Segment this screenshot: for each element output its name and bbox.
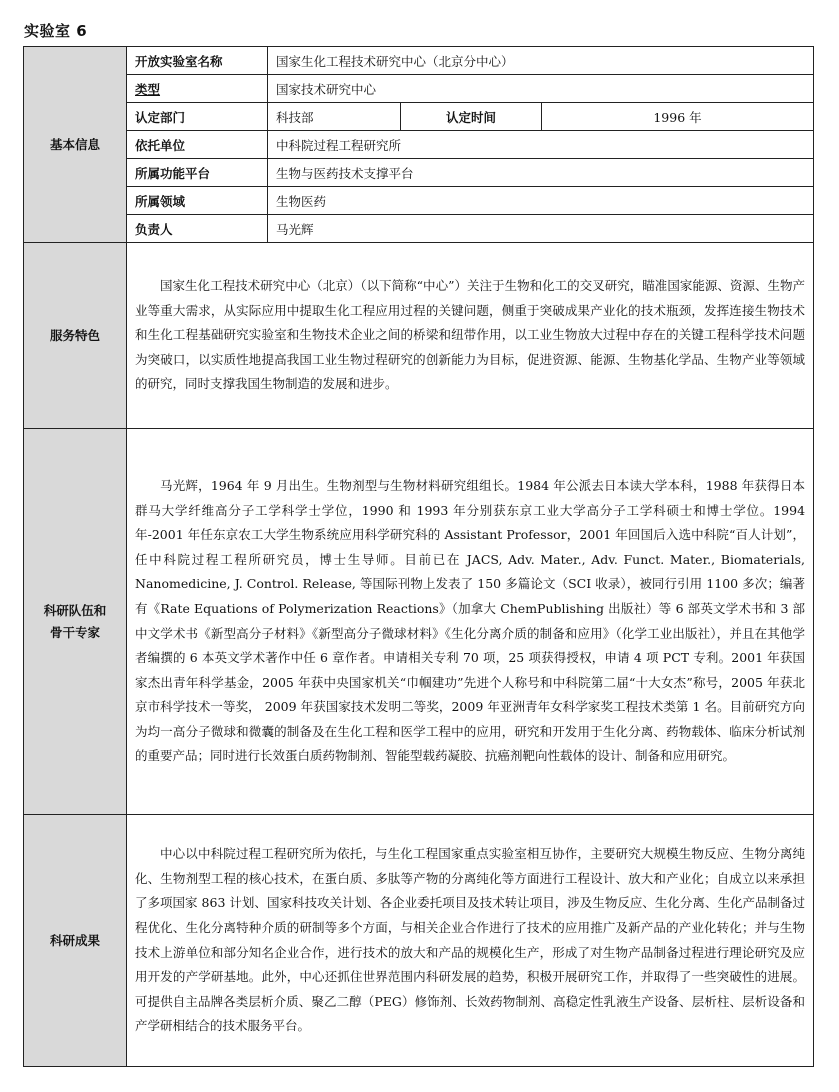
row-team [24,429,814,815]
label-lab-name: 开放实验室名称 [127,47,268,75]
lab-info-table [23,46,814,1067]
row-dept [24,103,814,131]
label-type: 类型 [127,75,268,103]
section-label-basic-info: 基本信息 [24,47,127,243]
label-host: 依托单位 [127,131,268,159]
value-platform: 生物与医药技术支撑平台 [268,159,814,187]
row-field [24,187,814,215]
section-label-team-line1: 科研队伍和 [43,602,107,618]
page-title: 实验室 6 [24,22,88,40]
label-field: 所属领域 [127,187,268,215]
value-dept: 科技部 [268,103,401,131]
row-service [24,243,814,429]
row-leader [24,215,814,243]
value-date: 1996 年 [542,103,814,131]
row-host [24,131,814,159]
value-type: 国家技术研究中心 [268,75,814,103]
value-host: 中科院过程工程研究所 [268,131,814,159]
results-text: 中心以中科院过程工程研究所为依托，与生化工程国家重点实验室相互协作，主要研究大规模生物反应、生物分离纯化、生物剂型工程的核心技术，在蛋白质、多肽等产物的分离纯化等方面进行工程设计、放大和产业化；自成立以来承担了多项国家 863 计划、国家科技攻关计划、各企业委托项目及技术转让项目，涉及生物反应、生化分离、生化产品制备过程优化、生化分离特种介质的研制等多个方面，与相关企业合作进行了技术的应用推广及新产品的产业化转化；并与生物技术上游单位和部分知名企业合作，进行技术的放大和产品的规模化生产，形成了对生物产品制备过程进行理论研究及应用开发的产学研基地。此外，中心还抓住世界范围内科研发展的趋势，积极开展研究工作，并取得了一些突破性的进展。可提供自主品牌各类层析介质、聚乙二醇（PEG）修饰剂、长效药物制剂、高稳定性乳液生产设备、层析柱、层析设备和产学研相结合的技术服务平台。 [127,815,814,1067]
section-label-team [24,429,127,815]
row-platform [24,159,814,187]
service-text: 国家生化工程技术研究中心（北京）（以下简称“中心”）关注于生物和化工的交叉研究，瞄准国家能源、资源、生物产业等重大需求，从实际应用中提取生化工程应用过程的关键问题，侧重于突破成果产业化的技术瓶颈，发挥连接生物技术和生化工程基础研究实验室和生物技术企业之间的桥梁和纽带作用，以工业生物放大过程中存在的关键工程科学技术问题为突破口，以实质性地提高我国工业生物过程研究的创新能力为目标，促进资源、能源、生物基化学品、生物产业等领域的研究，同时支撑我国生物制造的发展和进步。 [127,243,814,429]
section-label-team-line2: 骨干专家 [49,624,100,640]
label-platform: 所属功能平台 [127,159,268,187]
team-text: 马光辉，1964 年 9 月出生。生物剂型与生物材料研究组组长。1984 年公派去日本读大学本科，1988 年获得日本群马大学纤维高分子工学科学士学位，1990 和 1993 年分别获东京工业大学高分子工学科硕士和博士学位。1994 年-2001 年任东京农工大学生物系统应用科学研究科的 Assistant Professor，2001 年回国后入选中科院“百人计划”，任中科院过程工程所研究员，博士生导师。目前已在 JACS, Adv. Mater., Adv. Funct. Mater., Biomaterials, Nanomedicine, J. Control. Release, 等国际刊物上发表了 150 多篇论文（SCI 收录），被同行引用 1100 多次；编著有《Rate Equations of Polymerization Reactions》（加拿大 ChemPublishing 出版社）等 6 部英文学术书和 3 部中文学术书《新型高分子材料》《新型高分子微球材料》《生化分离介质的制备和应用》（化学工业出版社），并且在其他学者编撰的 6 本英文学术著作中任 6 章作者。申请相关专利 70 项，25 项获得授权，申请 4 项 PCT 专利。2001 年获国家杰出青年科学基金，2005 年获中央国家机关“巾帼建功”先进个人称号和中科院第二届“十大女杰”称号，2005 年获北京市科学技术一等奖， 2009 年获国家技术发明二等奖，2009 年亚洲青年女科学家奖工程技术类第 1 名。目前研究方向为均一高分子微球和微囊的制备及在生化工程和医学工程中的应用，研究和开发用于生化分离、药物载体、临床分析试剂的重要产品；同时进行长效蛋白质药物制剂、智能型载药凝胶、抗癌剂靶向性载体的设计、制备和应用研究。 [127,429,814,815]
label-date: 认定时间 [401,103,542,131]
row-results [24,815,814,1067]
label-leader: 负责人 [127,215,268,243]
section-label-results: 科研成果 [24,815,127,1067]
value-leader: 马光辉 [268,215,814,243]
section-label-service: 服务特色 [24,243,127,429]
row-lab-name [24,47,814,75]
value-lab-name: 国家生化工程技术研究中心（北京分中心） [268,47,814,75]
row-type [24,75,814,103]
label-dept: 认定部门 [127,103,268,131]
value-field: 生物医药 [268,187,814,215]
